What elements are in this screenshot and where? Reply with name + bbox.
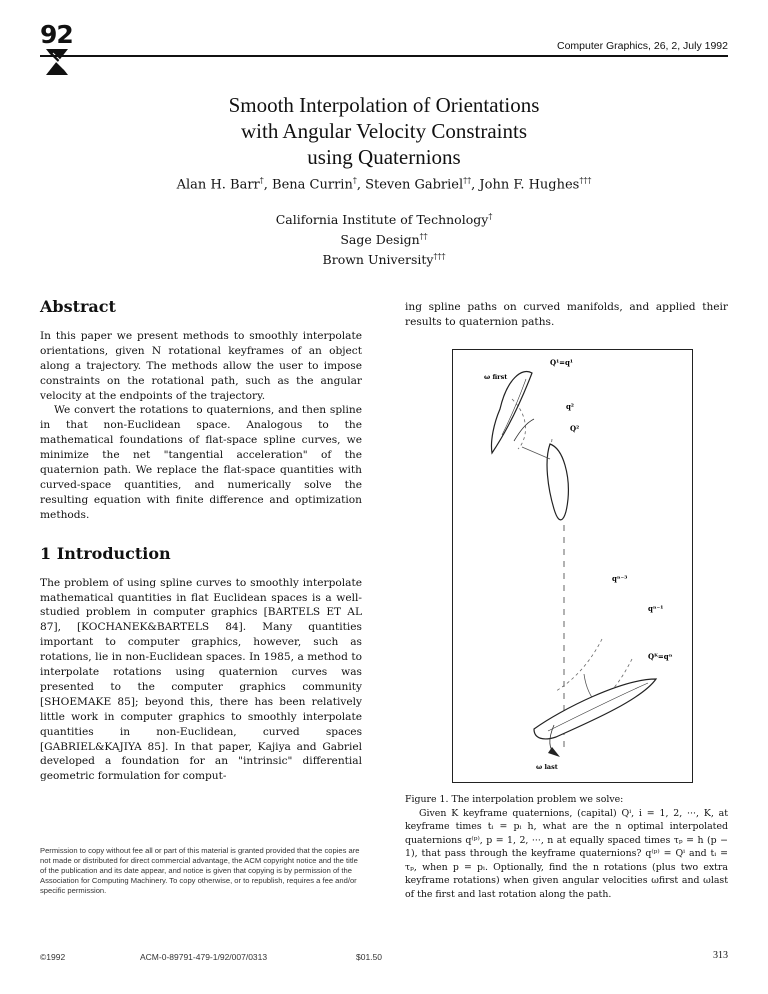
footer-price: $01.50 — [356, 952, 382, 962]
affiliation: Brown University††† — [322, 252, 446, 268]
footer-isbn: ACM-0-89791-479-1/92/007/0313 — [140, 952, 268, 962]
author-mark: † — [352, 176, 357, 185]
logo-emblem-icon — [40, 47, 74, 77]
left-column — [40, 297, 362, 784]
logo-number: 92 — [40, 20, 73, 49]
intro-paragraph: The problem of using spline curves to smoothly interpolate mathematical quantities in flat Euclidean spaces is a well-studied problem in computer graphics [BARTELS ET AL 87], [KOCHANEK&BARTELS 84]. Many quantities important to computer graphics, however, such as rotations, lie in non-Euclidean spaces. In 1985, a method to interpolate rotations using quaternion curves was presented to the computer graphics community [SHOEMAKE 85]; beyond this, there has been relatively little work in computer graphics to smoothly interpolate quantities in non-Euclidean, curved spaces [GABRIEL&KAJIYA 85]. In that paper, Kajiya and Gabriel developed a foundation for an "intrinsic" differential geometric formulation for comput- — [40, 576, 362, 783]
figure-caption — [405, 793, 728, 901]
author-name: Bena Currin — [272, 177, 353, 193]
caption-body: Given K keyframe quaternions, (capital) Qⁱ, i = 1, 2, ···, K, at keyframe times tᵢ = pᵢ h, what are the n optimal interpolated quaternions q⁽ᵖ⁾, p = 1, 2, ···, n at equally spaced times τₚ = h (p − 1), that pass through the keyframe quaternions? q⁽ᵖ⁾ = Qⁱ and tᵢ = τₚ, when p = pᵢ. Optionally, find the n rotations (plus two extra keyframe rotations) when given angular velocities ωfirst and ωlast of the first and last rotation along the path. — [405, 807, 728, 900]
author-mark: † — [259, 176, 264, 185]
label-q2: q² — [566, 402, 574, 411]
author-name: John F. Hughes — [479, 177, 580, 193]
keyframe-shape-first — [491, 372, 532, 454]
affiliation-list — [0, 208, 768, 268]
label-w-first: ω first — [484, 373, 508, 381]
footer-copyright: ©1992 — [40, 952, 66, 962]
author-mark: ††† — [579, 176, 592, 185]
title-line: using Quaternions — [307, 145, 461, 169]
abstract-paragraph: We convert the rotations to quaternions, and then spline in that non-Euclidean space. Analogous to the mathematical foundations of flat-space spline curves, we minimize the net "tangential acceleration" of the quaternion path. We replace the flat-space quantities with curved-space quantities, and numerically solve the resulting equation with finite difference and optimization methods. — [40, 404, 362, 521]
continued-paragraph: ing spline paths on curved manifolds, and applied their results to quaternion paths. — [405, 301, 728, 328]
paper-title — [0, 92, 768, 170]
label-qn-1: qⁿ⁻¹ — [648, 604, 664, 613]
author-list: Alan H. Barr†, Bena Currin†, Steven Gabriel††, John F. Hughes††† — [176, 176, 592, 193]
label-qn-3: qⁿ⁻³ — [612, 574, 628, 583]
label-w-last: ω last — [536, 763, 558, 771]
figure-1 — [452, 349, 693, 783]
siggraph-logo — [40, 22, 74, 78]
abstract-paragraph: In this paper we present methods to smoothly interpolate orientations, given N rotational keyframes of an object along a trajectory. The methods allow the user to impose constraints on the rotational path, such as the angular velocity at the endpoints of the trajectory. — [40, 329, 362, 402]
caption-title: Figure 1. The interpolation problem we solve: — [405, 794, 624, 805]
label-q1: Q¹=q¹ — [550, 358, 573, 367]
intro-heading: 1 Introduction — [40, 543, 171, 563]
page-number: 313 — [713, 950, 728, 961]
title-line: Smooth Interpolation of Orientations — [228, 93, 540, 117]
label-Q2: Q² — [570, 424, 580, 433]
running-head: Computer Graphics, 26, 2, July 1992 — [556, 40, 728, 52]
affiliation: California Institute of Technology† — [275, 212, 493, 228]
label-QK: Qᴷ=qⁿ — [648, 652, 673, 661]
affiliation: Sage Design†† — [340, 232, 428, 248]
right-column — [405, 300, 728, 330]
abstract-heading: Abstract — [40, 297, 116, 316]
keyframe-shape-second — [547, 444, 568, 520]
permission-notice: Permission to copy without fee all or part of this material is granted provided that the copies are not made or distributed for direct commercial advantage, the ACM copyright notice and the title of the publication and its date appear, and notice is given that copying is by permission of the Association for Computing Machinery. To copy otherwise, or to republish, requires a fee and/or specific permission. — [40, 846, 360, 895]
author-mark: †† — [463, 176, 472, 185]
title-line: with Angular Velocity Constraints — [240, 119, 527, 143]
header-rule — [40, 55, 728, 57]
author-name: Alan H. Barr — [176, 177, 260, 193]
author-name: Steven Gabriel — [365, 177, 464, 193]
